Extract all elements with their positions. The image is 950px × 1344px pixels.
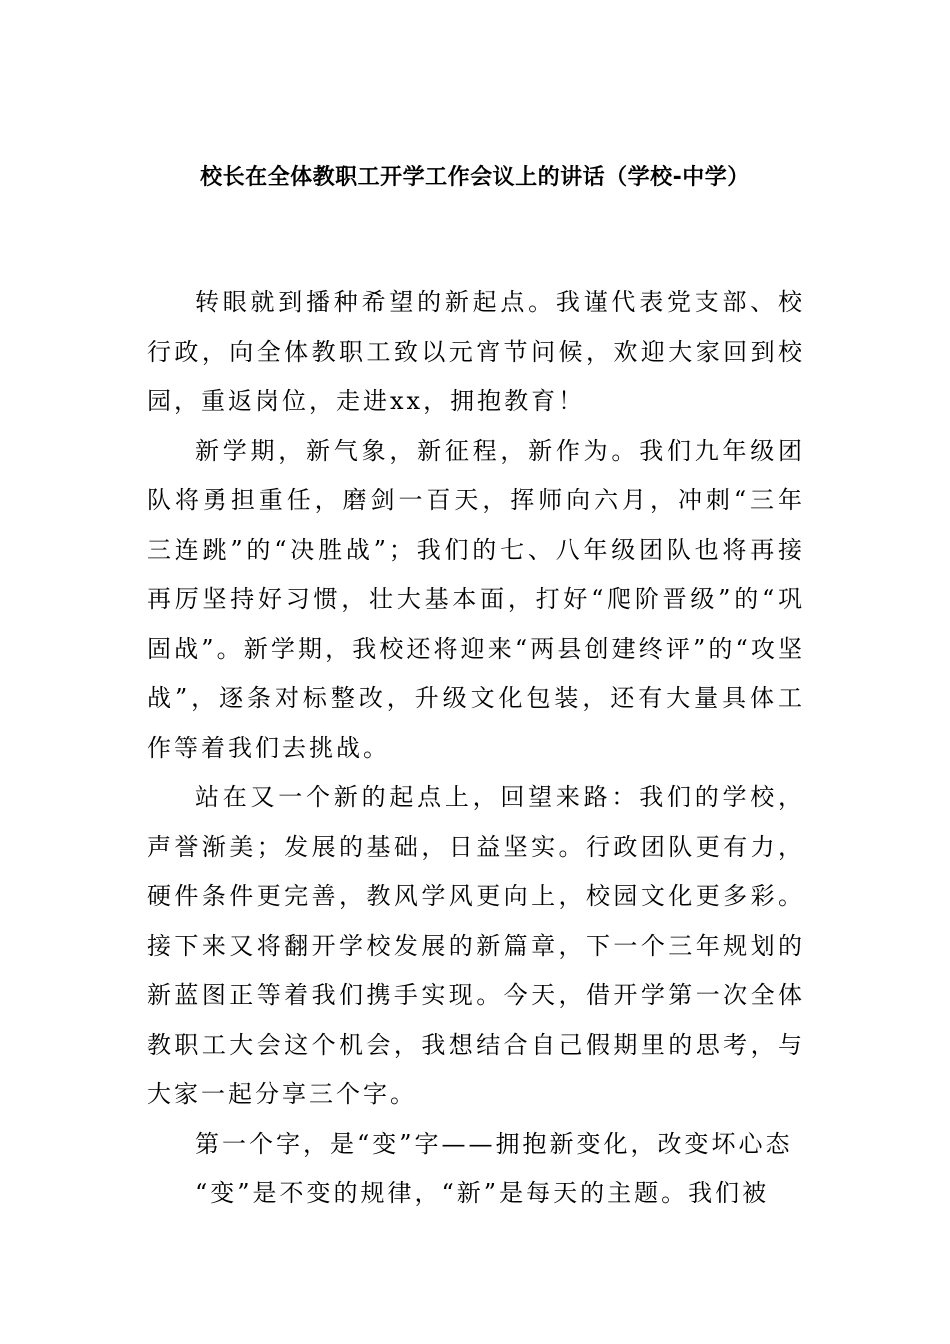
paragraph-4: “变”是不变的规律，“新”是每天的主题。我们被 xyxy=(195,1179,770,1207)
paragraph-1: 转眼就到播种希望的新起点。我谨代表党支部、校行政，向全体教职工致以元宵节问候，欢迎大家回到校园，重返岗位，走进xx，拥抱教育！ xyxy=(147,288,805,415)
paragraph-3: 站在又一个新的起点上，回望来路：我们的学校，声誉渐美；发展的基础，日益坚实。行政团队更有力，硬件条件更完善，教风学风更向上，校园文化更多彩。接下来又将翻开学校发展的新篇章，下一个三年规划的新蓝图正等着我们携手实现。今天，借开学第一次全体教职工大会这个机会，我想结合自己假期里的思考，与大家一起分享三个字。 xyxy=(147,783,805,1108)
document-title: 校长在全体教职工开学工作会议上的讲话（学校-中学） xyxy=(200,165,750,190)
section-heading-1: 第一个字，是“变”字——拥抱新变化，改变坏心态 xyxy=(195,1129,793,1158)
document-body xyxy=(147,278,805,1219)
paragraph-2: 新学期，新气象，新征程，新作为。我们九年级团队将勇担重任，磨剑一百天，挥师向六月，冲刺“三年三连跳”的“决胜战”；我们的七、八年级团队也将再接再厉坚持好习惯，壮大基本面，打好“爬阶晋级”的“巩固战”。新学期，我校还将迎来“两县创建终评”的“攻坚战”，逐条对标整改，升级文化包装，还有大量具体工作等着我们去挑战。 xyxy=(147,436,805,762)
